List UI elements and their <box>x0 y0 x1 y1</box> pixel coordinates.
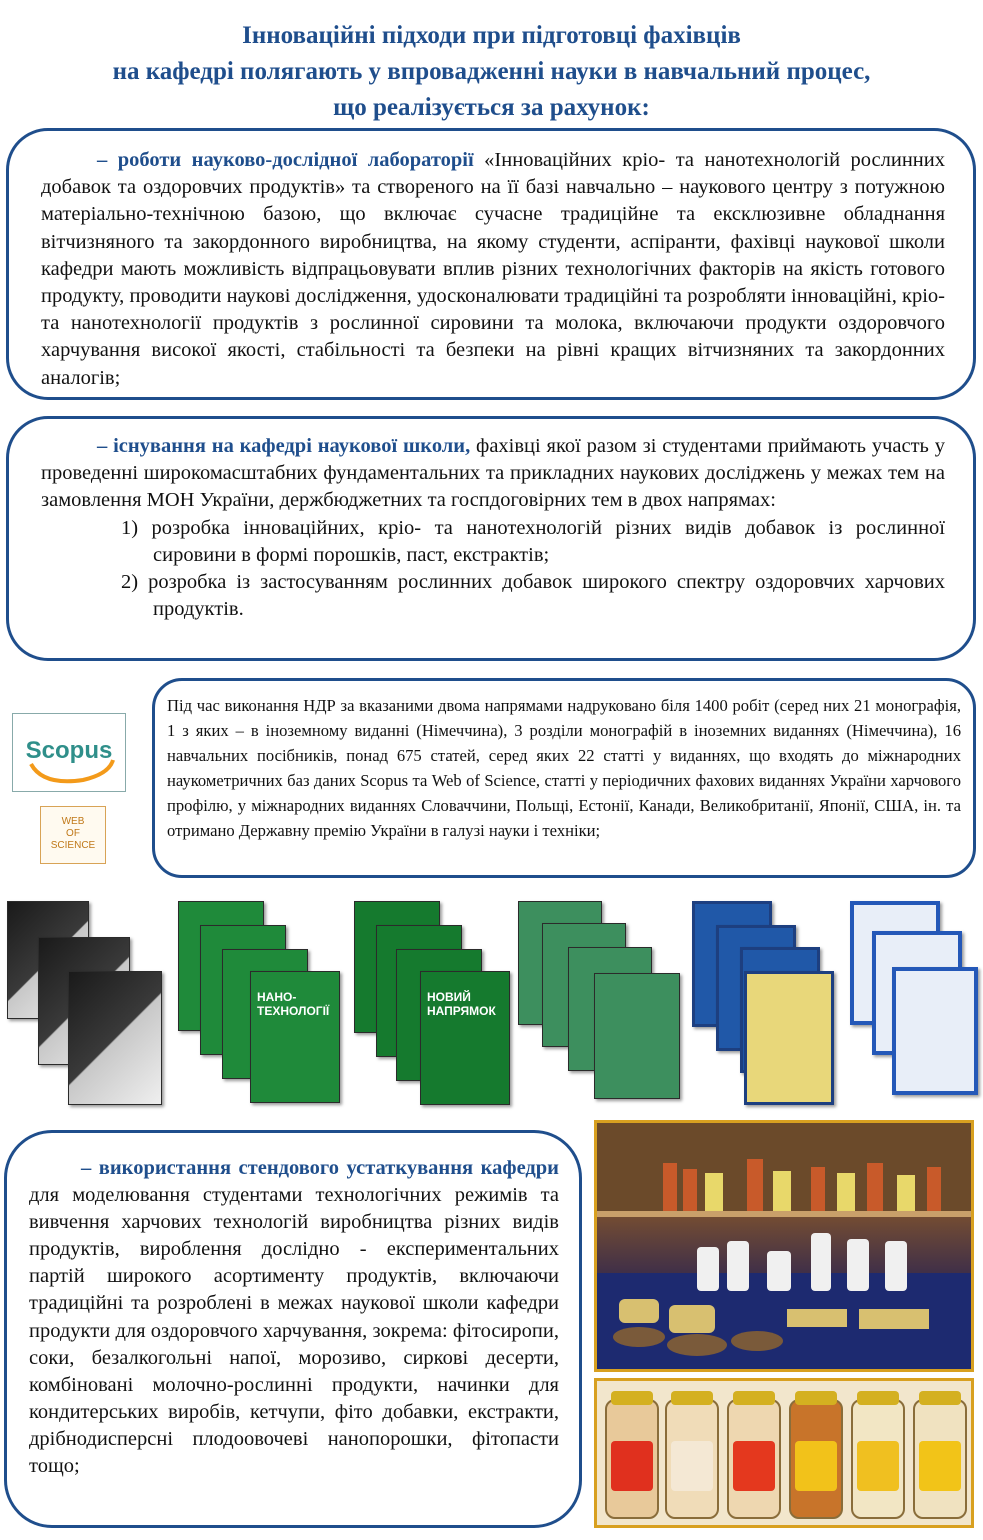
directions-list <box>41 515 945 624</box>
scopus-logo-text: Scopus <box>25 737 113 764</box>
equipment-highlight: – використання стендового устаткування кафедри <box>81 1157 559 1179</box>
jars-photo <box>594 1378 974 1528</box>
school-section <box>6 416 976 661</box>
wos-line-3: SCIENCE <box>50 840 96 851</box>
book-covers-row <box>0 895 983 1110</box>
title-line-3: що реалізується за рахунок: <box>333 94 650 121</box>
wos-line-1: WEB <box>61 816 85 827</box>
lab-paragraph <box>41 147 945 392</box>
jar-image <box>789 1399 843 1519</box>
jar-image <box>913 1399 967 1519</box>
new-direction-book-cover <box>420 971 510 1105</box>
jar-image <box>727 1399 781 1519</box>
lab-text: «Інноваційних кріо- та нанотехнологій рослинних добавок та оздоровчих продуктів» та створеного на її базі навчально – наукового центру з потужною матеріально-технічною базою, що включає сучасне традиційне та ексклюзивне обладнання вітчизняного та закордонного виробництва, на якому студенти, аспіранти, фахівці наукової школи кафедри мають можливість відпрацьовувати вплив різних технологічних факторів на якість готового продукту, проводити наукові дослідження, удосконалювати традиційні та розробляти інноваційні, кріо- та нанотехнології продуктів з рослинної сировини та молока, включаючи продукти оздоровчого харчування високої якості, стабільності та безпеки на рівні кращих вітчизняних та закордонних аналогів; <box>41 149 945 389</box>
manual-cover <box>892 967 978 1095</box>
blue-book-cover <box>744 971 834 1105</box>
school-text: фахівці якої разом зі студентами приймають участь у проведенні широкомасштабних фундаментальних та прикладних наукових досліджень у межах тем на замовлення МОН України, держбюджетних та госпдоговірних тем в двох напрямах: <box>41 435 945 512</box>
scopus-logo <box>12 713 126 792</box>
jar-image <box>605 1399 659 1519</box>
scopus-logo-graphic <box>13 714 125 791</box>
products-display-photo <box>594 1120 974 1372</box>
nanotech-book-title: НАНО-ТЕХНОЛОГІЇ <box>257 990 330 1018</box>
school-paragraph <box>41 433 945 515</box>
new-direction-book-title: НОВИЙ НАПРЯМОК <box>427 990 496 1018</box>
lab-highlight: – роботи науково-дослідної лабораторії <box>97 149 474 171</box>
web-of-science-logo <box>40 806 106 864</box>
nanotech-book-cover <box>250 971 340 1103</box>
title-line-2: на кафедрі полягають у впровадженні науки в навчальний процес, <box>112 58 871 85</box>
direction-item-2: 2) розробка із застосуванням рослинних добавок широкого спектру оздоровчих харчових продуктів. <box>121 571 945 621</box>
direction-item-1: 1) розробка інноваційних, кріо- та нанотехнологій різних видів добавок із рослинної сировини в формі порошків, паст, екстрактів; <box>121 516 945 566</box>
lab-section <box>6 128 976 400</box>
wos-line-2: OF <box>66 828 80 839</box>
journal-cover <box>68 971 162 1105</box>
monograph-cover <box>594 973 680 1099</box>
title-line-1: Інноваційні підходи при підготовці фахівців <box>242 22 741 49</box>
equipment-section <box>4 1130 582 1528</box>
jar-image <box>851 1399 905 1519</box>
equipment-paragraph <box>29 1155 559 1480</box>
school-highlight: – існування на кафедрі наукової школи, <box>97 435 471 457</box>
page-title <box>0 18 983 126</box>
publications-section <box>152 678 976 878</box>
publications-text: Під час виконання НДР за вказаними двома напрямами надруковано біля 1400 робіт (серед них 21 монографія, 1 з яких – в іноземному виданні (Німеччина), 3 розділи монографій в іноземних виданнях (Німеччина), 16 навчальних посібників, понад 675 статей, серед яких 22 статті у виданнях, що входять до міжнародних наукометричних баз даних Scopus та Web of Science, статті у періодичних фахових виданнях України харчового профілю, у міжнародних виданнях Словаччини, Польщі, Естонії, Канади, Великобританії, Японії, США, ін. та отримано Державну премію України в галузі науки і техніки; <box>167 696 961 840</box>
equipment-text: для моделювання студентами технологічних режимів та вивчення харчових технологій виробництва різних видів продуктів, вироблення дослідно - експериментальних партій широкого асортименту продуктів, включаючи традиційні та розроблені в межах наукової школи кафедри продукти для оздоровчого харчування, зокрема: фітосиропи, соки, безалкогольні напої, морозиво, сиркові десерти, комбіновані молочно-рослинні продукти, начинки для кондитерських виробів, кетчупи, фіто добавки, екстракти, дрібнодисперсні плодоовочеві нанопорошки, фітопасти тощо; <box>29 1184 559 1478</box>
jar-image <box>665 1399 719 1519</box>
products-display-illustration <box>597 1123 971 1369</box>
